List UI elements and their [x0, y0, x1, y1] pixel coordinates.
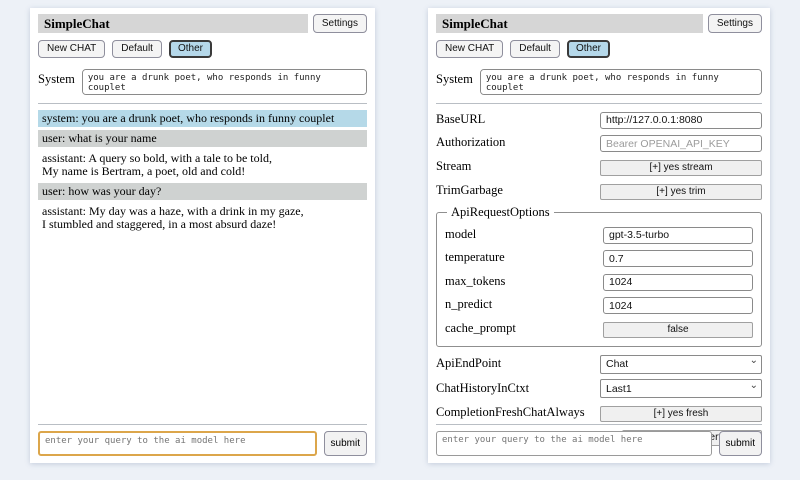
app-title: SimpleChat: [38, 14, 308, 33]
system-label: System: [38, 72, 75, 86]
session-button-other[interactable]: Other: [169, 40, 212, 58]
setting-row-max-tokens: [445, 272, 753, 291]
max-tokens-label: max_tokens: [445, 273, 506, 288]
settings-panel: [428, 8, 770, 463]
api-endpoint-select[interactable]: [600, 355, 762, 374]
model-input[interactable]: [603, 227, 753, 244]
chat-message-assistant: [38, 203, 367, 233]
chevron-down-icon: ⌄: [749, 379, 758, 391]
chat-message-list: [38, 110, 367, 233]
chat-message-system: [38, 110, 367, 127]
chat-panel: [30, 8, 375, 463]
chevron-down-icon: ⌄: [749, 355, 758, 366]
setting-row-n-predict: [445, 296, 753, 315]
api-request-options-legend: ApiRequestOptions: [451, 205, 550, 219]
api-endpoint-label: ApiEndPoint: [436, 356, 502, 371]
submit-button[interactable]: submit: [719, 431, 762, 456]
divider: [436, 424, 762, 425]
system-prompt-row: [38, 69, 367, 95]
trimgarbage-label: TrimGarbage: [436, 183, 503, 197]
session-row: [38, 40, 367, 58]
model-label: model: [445, 226, 477, 241]
n-predict-label: n_predict: [445, 297, 493, 312]
cache-prompt-label: cache_prompt: [445, 321, 516, 335]
system-prompt-input[interactable]: [480, 69, 762, 95]
query-footer: [38, 424, 367, 456]
settings-button[interactable]: Settings: [708, 14, 762, 33]
setting-row-baseurl: [436, 110, 762, 129]
message-text: My name is Bertram, a poet, old and cold!: [42, 164, 246, 178]
baseurl-input[interactable]: [600, 112, 762, 129]
trimgarbage-toggle-button[interactable]: [+] yes trim: [600, 184, 762, 200]
temperature-label: temperature: [445, 250, 505, 265]
query-row: [38, 431, 367, 456]
new-chat-button[interactable]: New CHAT: [38, 40, 105, 58]
max-tokens-input[interactable]: [603, 274, 753, 291]
session-button-other[interactable]: Other: [567, 40, 610, 58]
query-input[interactable]: [436, 431, 712, 456]
app-title: SimpleChat: [436, 14, 703, 33]
chat-history-in-ctxt-label: ChatHistoryInCtxt: [436, 380, 530, 395]
chat-message-assistant: [38, 150, 367, 180]
divider: [436, 103, 762, 104]
setting-row-api-endpoint: [436, 354, 762, 374]
query-row: [436, 431, 762, 456]
stream-label: Stream: [436, 159, 472, 173]
divider: [38, 424, 367, 425]
query-input[interactable]: [38, 431, 317, 456]
query-footer: [436, 424, 762, 456]
chat-message-user: [38, 130, 367, 147]
message-text: system: you are a drunk poet, who responds in funny couplet: [42, 111, 335, 125]
divider: [38, 103, 367, 104]
message-text: user: what is your name: [42, 131, 157, 145]
setting-row-cache-prompt: [445, 319, 753, 338]
setting-row-temperature: [445, 249, 753, 268]
chat-history-in-ctxt-select[interactable]: [600, 379, 762, 398]
session-row: [436, 40, 762, 58]
setting-row-stream: [436, 157, 762, 176]
system-prompt-input[interactable]: [82, 69, 367, 95]
baseurl-label: BaseURL: [436, 111, 486, 126]
new-chat-button[interactable]: New CHAT: [436, 40, 503, 58]
setting-row-model: [445, 225, 753, 244]
session-button-default[interactable]: Default: [112, 40, 162, 58]
completion-fresh-chat-always-label: CompletionFreshChatAlways: [436, 405, 585, 419]
stream-toggle-button[interactable]: [+] yes stream: [600, 160, 762, 176]
authorization-label: Authorization: [436, 135, 506, 150]
setting-row-authorization: [436, 134, 762, 153]
message-text: user: how was your day?: [42, 184, 162, 198]
message-text: assistant: A query so bold, with a tale to be told,: [42, 151, 272, 165]
setting-row-chat-history-in-ctxt: [436, 379, 762, 399]
api-request-options-fieldset: [436, 205, 762, 347]
system-label: System: [436, 72, 473, 86]
cache-prompt-toggle-button[interactable]: false: [603, 322, 753, 338]
n-predict-input[interactable]: [603, 297, 753, 314]
submit-button[interactable]: submit: [324, 431, 367, 456]
completion-fresh-chat-always-toggle-button[interactable]: [+] yes fresh: [600, 406, 762, 422]
authorization-input[interactable]: [600, 135, 762, 152]
system-prompt-row: [436, 69, 762, 95]
titlebar: [38, 14, 367, 33]
setting-row-completion-fresh-chat-always: [436, 403, 762, 422]
message-text: I stumbled and staggered, in a most absurd daze!: [42, 217, 277, 231]
chat-message-user: [38, 183, 367, 200]
setting-row-trimgarbage: [436, 181, 762, 200]
settings-button[interactable]: Settings: [313, 14, 367, 33]
message-text: assistant: My day was a haze, with a drink in my gaze,: [42, 204, 304, 218]
session-button-default[interactable]: Default: [510, 40, 560, 58]
titlebar: [436, 14, 762, 33]
temperature-input[interactable]: [603, 250, 753, 267]
